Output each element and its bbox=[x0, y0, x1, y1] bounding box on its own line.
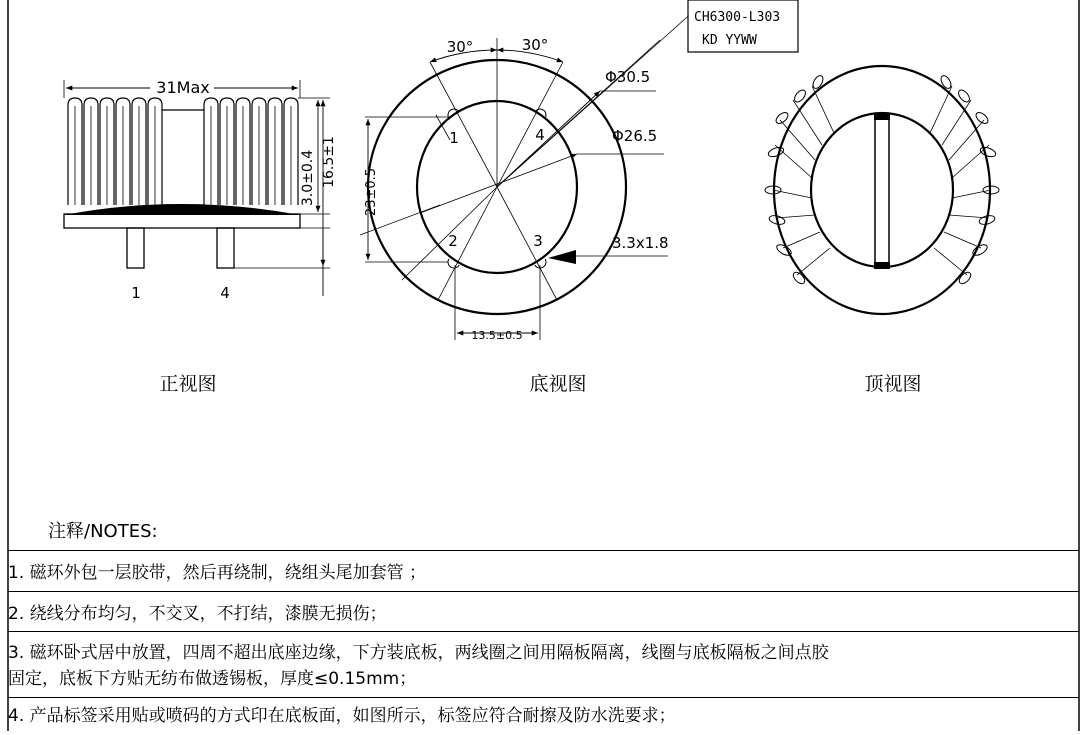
bottom-pin-1-label: 1 bbox=[449, 129, 459, 147]
front-pin-4-label: 4 bbox=[220, 284, 230, 302]
front-view-caption: 正视图 bbox=[159, 373, 217, 395]
notes-title: 注释/NOTES: bbox=[48, 521, 158, 542]
note-divider bbox=[8, 550, 1079, 551]
note-divider bbox=[8, 591, 1079, 592]
front-view bbox=[64, 80, 330, 296]
note-item-2: 2. 绕线分布均匀，不交叉，不打结，漆膜无损伤； bbox=[8, 604, 387, 624]
note-item-3-cont: 固定，底板下方贴无纺布做透锡板，厚度≤0.15mm； bbox=[8, 669, 417, 689]
bottom-height-dim: 23±0.5 bbox=[364, 167, 379, 217]
front-width-dim: 31Max bbox=[156, 78, 210, 97]
angle-right-label: 30° bbox=[521, 36, 549, 54]
bottom-width-dim: 13.5±0.5 bbox=[471, 329, 523, 342]
note-divider bbox=[8, 631, 1079, 632]
label-box-line2: KD YYWW bbox=[702, 33, 757, 48]
top-view-caption: 顶视图 bbox=[864, 373, 922, 395]
label-box-line1: CH6300-L303 bbox=[694, 10, 781, 25]
pad-size-label: 3.3x1.8 bbox=[612, 234, 669, 252]
front-height-dim-b: 16.5±1 bbox=[321, 136, 337, 188]
top-view bbox=[765, 66, 999, 314]
bottom-pin-3-label: 3 bbox=[533, 232, 543, 250]
note-item-4: 4. 产品标签采用贴或喷码的方式印在底板面，如图所示，标签应符合耐擦及防水洗要求； bbox=[8, 706, 676, 726]
bottom-view bbox=[360, 10, 695, 340]
note-item-3: 3. 磁环卧式居中放置，四周不超出底座边缘，下方装底板，两线圈之间用隔板隔离，线圈与底板隔板之间点胶 bbox=[8, 643, 829, 663]
note-item-1: 1. 磁环外包一层胶带，然后再绕制，绕组头尾加套管 ； bbox=[8, 563, 427, 583]
angle-left-label: 30° bbox=[446, 38, 474, 56]
inner-diameter-label: Φ26.5 bbox=[612, 127, 658, 145]
note-divider bbox=[8, 697, 1079, 698]
bottom-pin-2-label: 2 bbox=[448, 232, 458, 250]
bottom-view-caption: 底视图 bbox=[529, 373, 587, 395]
front-pin-1-label: 1 bbox=[131, 284, 141, 302]
front-height-dim-a: 3.0±0.4 bbox=[300, 149, 316, 207]
outer-diameter-label: Φ30.5 bbox=[605, 68, 651, 86]
bottom-pin-4-label: 4 bbox=[535, 126, 545, 144]
